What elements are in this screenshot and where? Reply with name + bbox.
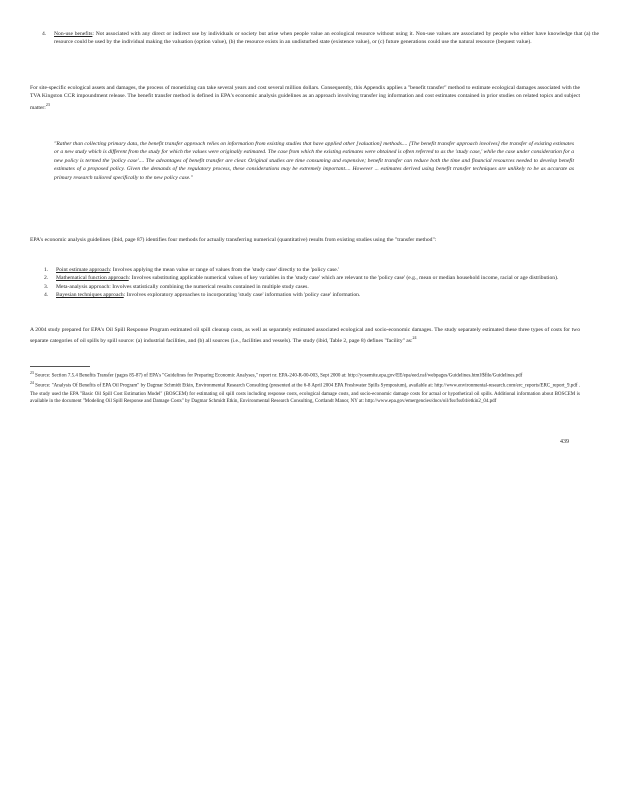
page-number: 439 [560,439,569,445]
paragraph-oil-spill-study [30,326,580,346]
item-text [54,30,599,47]
method-term: Bayesian techniques approach [56,292,124,299]
footnotes [30,370,580,406]
list-item: 2. Mathematical function approach: Involves substituting applicable numerical values of key variables in the 'study case' which are relevant to the 'policy case' (e.g., mean or median household income, racial or age distribution). [44,275,559,282]
footnote: $^{23}$ Source: Section 7.5.4 Benefits Transfer (pages 85-87) of EPA's "Guidelines for Preparing Economic Analyses," report nr. EPA-240-R-00-003, Sept 2000 at: http://yosemite.epa.gov/EE/epa/eed.nsf/webpages/Guidelines.html/$file/Guidelines.pdf [30,371,523,379]
footnote-ref: 23 [45,101,50,107]
method-term: Meta-analysis approach [56,283,110,290]
method-term: Mathematical function approach [56,275,129,282]
list-item: 3. Meta-analysis approach: Involves statistically combining the numerical results contained in multiple study cases. [44,283,309,290]
list-item: 1. Point estimate approach: Involves applying the mean value or range of values from the 'study case' directly to the 'policy case.' [44,267,340,273]
paragraph-benefit-transfer [30,84,580,112]
paragraph-body: EPA's economic analysis guidelines (ibid, page 87) identifies four methods for actually transferring numerical (quantitative) results from existing studies using the "transfer method": [30,237,437,243]
footnote-divider [30,366,90,367]
item-number: 4. [42,31,47,37]
footnote-ref: 24 [412,335,417,341]
paragraph-four-methods [30,236,580,244]
item-body: : Not associated with any direct or indirect use by individuals or society but arise when people value an ecological resource without using it. Non-use values are associated by people who either have knowledge that (a) the resource could be used by the individual making the valuation (option value), (b) the resource exists in an undisturbed state (existence value), or (c) future generations could use the natural resource (bequest value). [54,31,599,46]
paragraph-body: For site-specific ecological assets and damages, the process of monetizing can take several years and cost several million dollars. Consequently, this Appendix applies a "benefit transfer" method to estimate ecological damages associated with the TVA Kingston CCR impoundment release. The benefit transfer method is defined in EPA's economic analysis guidelines as an approach involving transfer ing information and cost estimates contained in prior studies on related topics and subject matter: [30,85,580,111]
quote-text: "Rather than collecting primary data, the benefit transfer approach relies on information from existing studies that have applied other [valuation] methods.... [The benefit transfer approach involves] the transfer of existing estimates or a new study which is different from the study for which the values were originally estimated. The case from which the existing estimates were obtained is often referred to as the 'study case,' while the case under consideration for a new policy is termed the 'policy case'.... The advantages of benefit transfer are clear. Original studies are time consuming and expensive; benefit transfer can reduce both the time and financial resources needed to develop benefit estimates of a proposed policy. Given the demands of the regulatory process, these considerations may be extremely important.... However ... estimates derived using benefit transfer techniques are unlikely to be as accurate as primary research tailored specifically to the new policy case." [54,141,574,181]
footnote: $^{24}$ Source: "Analysis Of Benefits of EPA Oil Program" by Dagmar Schmidt Etkin, Environmental Research Consulting (presented at the 6-8 April 2004 EPA Freshwater Spills Symposium), available at: http://www.environmental-research.com/erc_reports/ERC_report_9.pdf . The study used the EPA "Basic Oil Spill Cost Estimation Model" (BOSCEM) for estimating oil spill costs including response costs, ecological damage costs, and socio-economic damage costs for actual or hypothetical oil spills. Additional information about BOSCEM is available in the document "Modeling Oil Spill Response and Damage Costs" by Dagmar Schmidt Etkin, Environmental Research Consulting, Cortlandt Manor, NY at: http://www.epa.gov/emergencies/docs/oil/fss/fss04/etkin2_04.pdf [30,381,581,405]
method-term: Point estimate approach [56,267,110,273]
item-term: Non-use benefits [54,31,93,37]
item-non-use-benefits [30,30,599,47]
paragraph-body: A 2004 study prepared for EPA's Oil Spill Response Program estimated oil spill cleanup costs, as well as separately estimated associated ecological and socio-economic damages. The study separately estimated these three types of costs for two separate categories of oil spills by spill source: (a) industrial facilities, and (b) all sources (i.e., facilities and vessels). The study (ibid, Table 2, page 8) defines "facility" as: [30,327,580,345]
list-item: 4. Bayesian techniques approach: Involves exploratory approaches to incorporating 'study case' information with 'policy case' information. [44,292,361,299]
block-quote [54,140,574,182]
methods-list [30,266,580,300]
